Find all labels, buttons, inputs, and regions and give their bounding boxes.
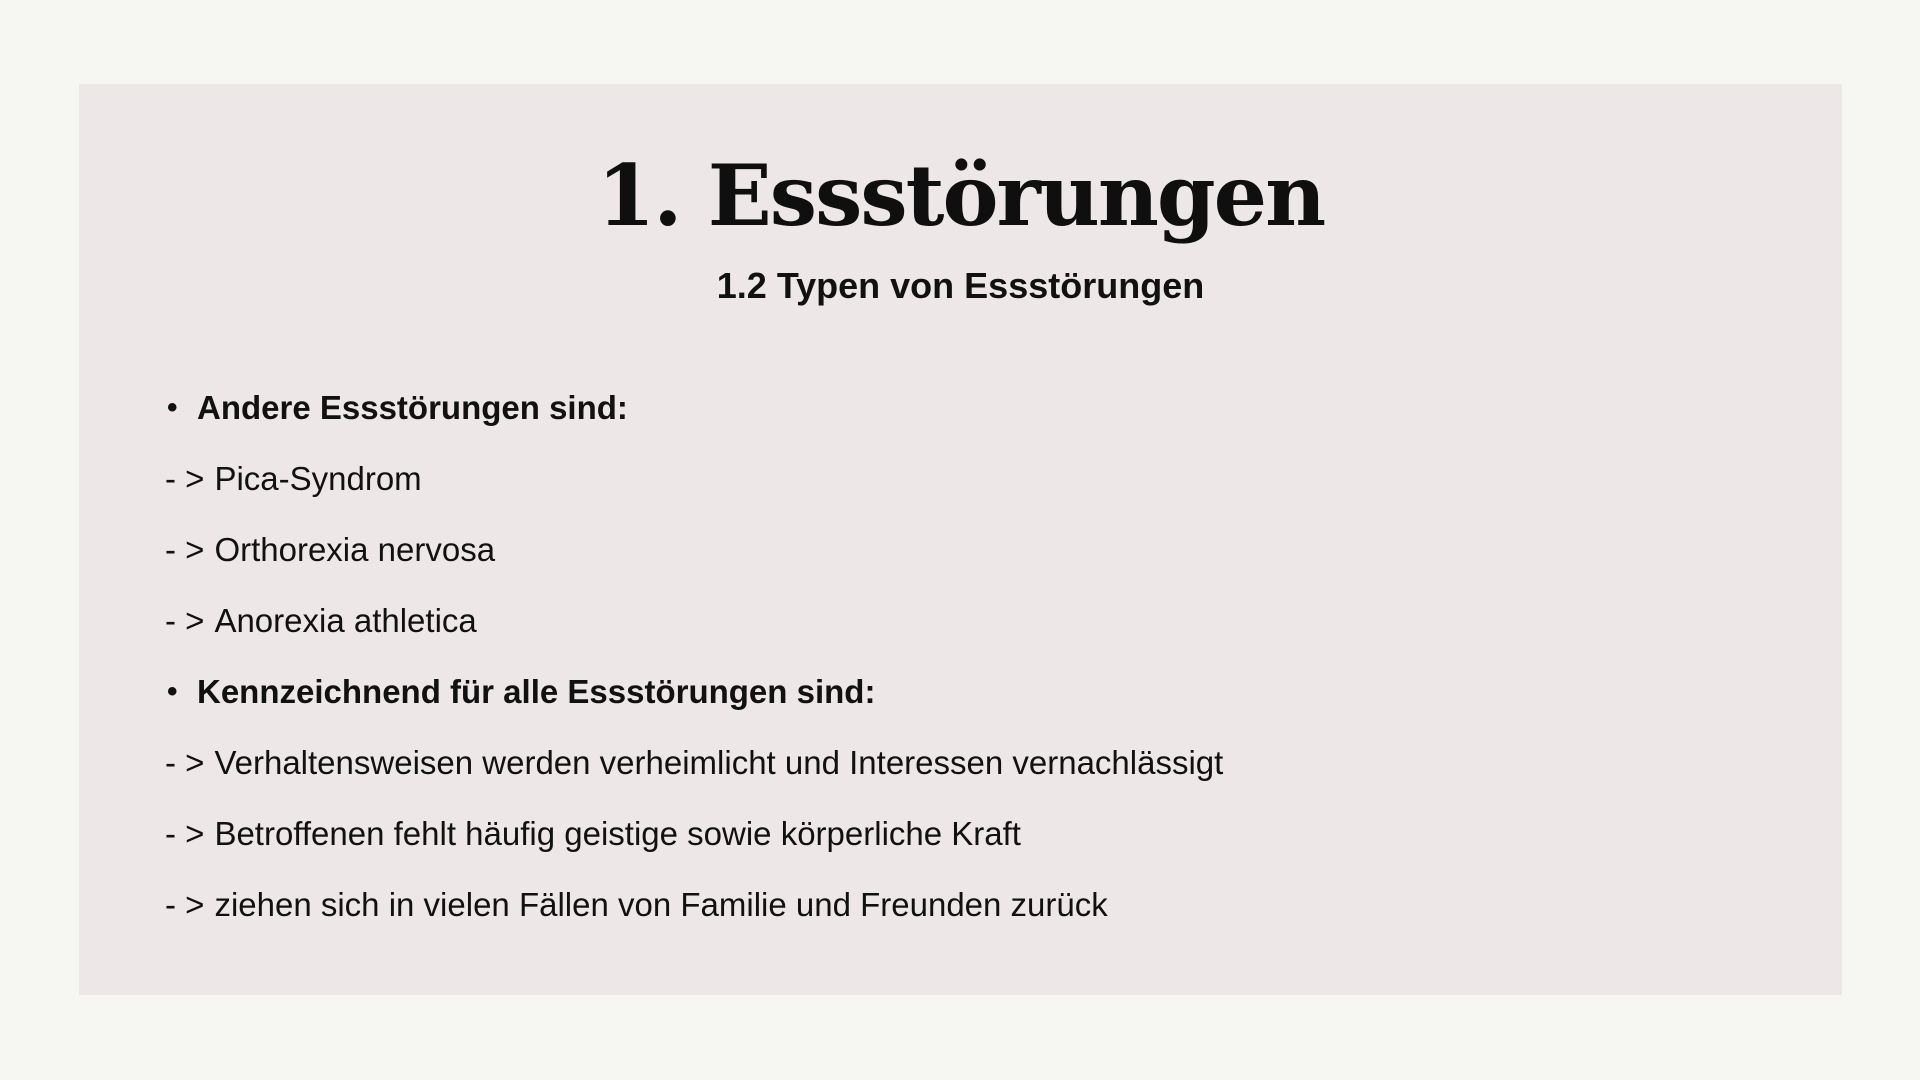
- bullet-marker: •: [167, 390, 178, 424]
- arrow-line: [165, 727, 1665, 798]
- arrow-marker: - >: [165, 459, 205, 497]
- arrow-text: Anorexia athletica: [214, 601, 477, 639]
- arrow-line: [165, 443, 1665, 514]
- arrow-line: [165, 514, 1665, 585]
- slide-content: [165, 372, 1665, 940]
- bullet-line: [165, 372, 1665, 443]
- slide-title: 1. Essstörungen: [596, 146, 1325, 245]
- arrow-marker: - >: [165, 530, 205, 568]
- arrow-marker: - >: [165, 601, 205, 639]
- arrow-text: Pica-Syndrom: [214, 459, 422, 497]
- arrow-text: Orthorexia nervosa: [214, 530, 496, 568]
- arrow-text: Verhaltensweisen werden verheimlicht und Interessen vernachlässigt: [214, 743, 1224, 781]
- slide-subtitle: 1.2 Typen von Essstörungen: [716, 265, 1205, 306]
- arrow-text: ziehen sich in vielen Fällen von Familie und Freunden zurück: [214, 885, 1108, 923]
- arrow-text: Betroffenen fehlt häufig geistige sowie körperliche Kraft: [214, 814, 1021, 852]
- bullet-text: Kennzeichnend für alle Essstörungen sind:: [197, 672, 876, 710]
- arrow-line: [165, 869, 1665, 940]
- arrow-marker: - >: [165, 814, 205, 852]
- arrow-line: [165, 798, 1665, 869]
- arrow-marker: - >: [165, 743, 205, 781]
- arrow-line: [165, 585, 1665, 656]
- bullet-text: Andere Essstörungen sind:: [197, 388, 628, 426]
- bullet-marker: •: [167, 674, 178, 708]
- bullet-line: [165, 656, 1665, 727]
- slide-panel: [79, 84, 1842, 995]
- arrow-marker: - >: [165, 885, 205, 923]
